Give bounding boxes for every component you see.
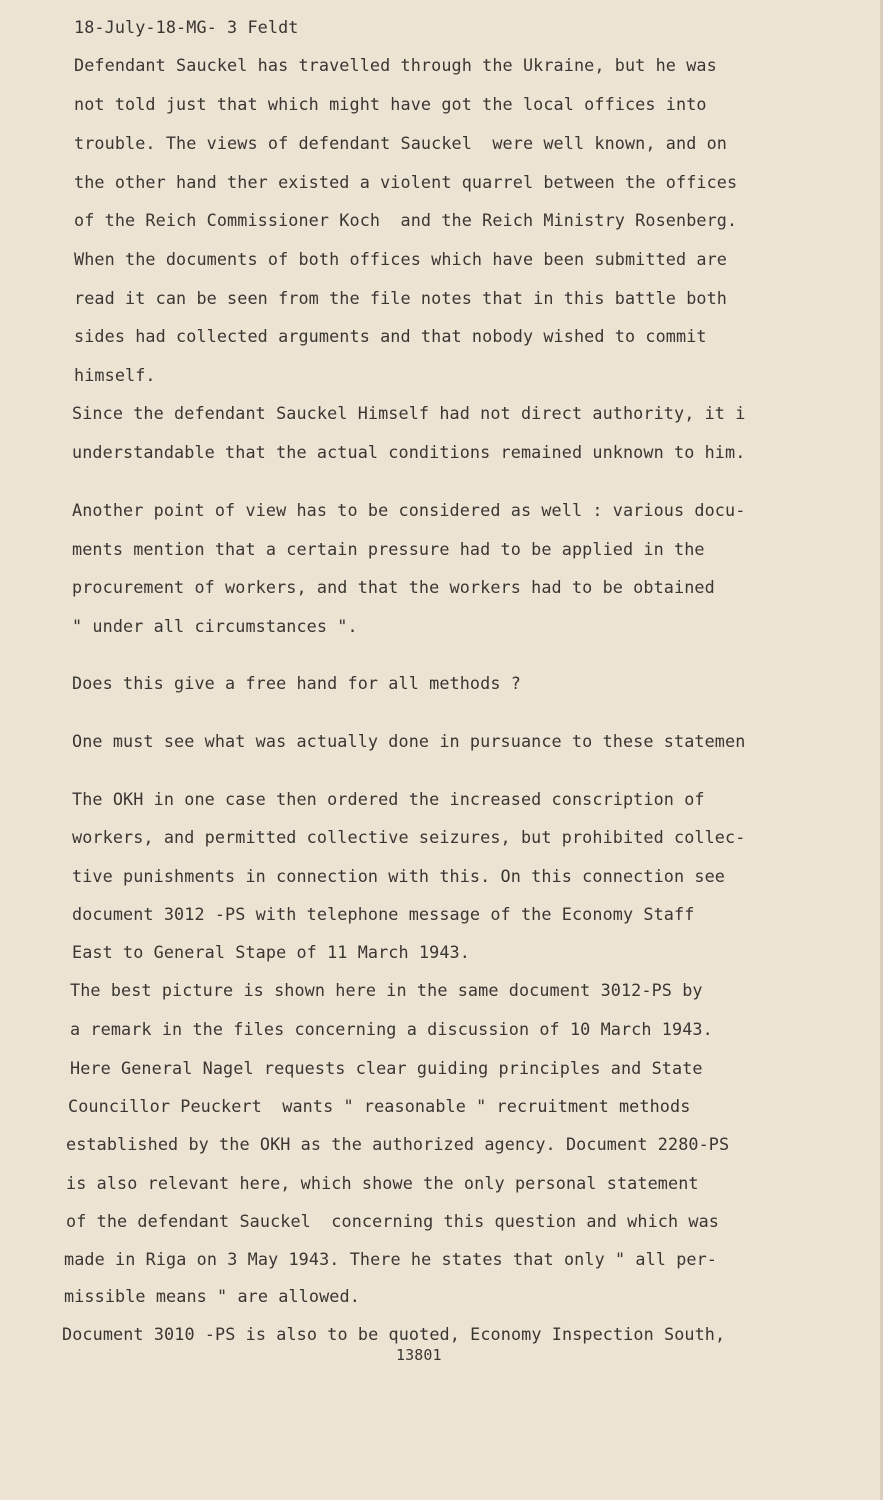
text-line: the other hand ther existed a violent quarrel between the offices bbox=[74, 172, 738, 192]
text-line: of the defendant Sauckel concerning this question and which was bbox=[66, 1211, 720, 1231]
text-line: a remark in the files concerning a discussion of 10 March 1943. bbox=[70, 1019, 713, 1039]
text-line: " under all circumstances ". bbox=[72, 616, 358, 636]
text-line: Defendant Sauckel has travelled through the Ukraine, but he was bbox=[74, 55, 717, 75]
text-line: read it can be seen from the file notes that in this battle both bbox=[74, 288, 728, 308]
text-line: The best picture is shown here in the same document 3012-PS by bbox=[70, 980, 703, 1000]
text-line: himself. bbox=[74, 365, 156, 385]
text-line: When the documents of both offices which have been submitted are bbox=[74, 249, 728, 269]
text-line: One must see what was actually done in pursuance to these statemen bbox=[72, 731, 746, 751]
text-line: Councillor Peuckert wants " reasonable " recruitment methods bbox=[68, 1096, 691, 1116]
text-line: trouble. The views of defendant Sauckel were well known, and on bbox=[74, 133, 728, 153]
text-line: understandable that the actual conditions remained unknown to him. bbox=[72, 442, 746, 462]
text-line: workers, and permitted collective seizures, but prohibited collec- bbox=[72, 827, 746, 847]
text-line: missible means " are allowed. bbox=[64, 1286, 360, 1306]
page-header: 18-July-18-MG- 3 Feldt bbox=[74, 17, 299, 37]
text-line: made in Riga on 3 May 1943. There he states that only " all per- bbox=[64, 1249, 718, 1269]
text-line: sides had collected arguments and that nobody wished to commit bbox=[74, 326, 707, 346]
text-line: document 3012 -PS with telephone message of the Economy Staff bbox=[72, 904, 695, 924]
page-number: 13801 bbox=[396, 1346, 442, 1364]
text-line: Another point of view has to be considered as well : various docu- bbox=[72, 500, 746, 520]
text-line: Document 3010 -PS is also to be quoted, Economy Inspection South, bbox=[62, 1324, 726, 1344]
text-line: tive punishments in connection with this. On this connection see bbox=[72, 866, 726, 886]
text-line: of the Reich Commissioner Koch and the Reich Ministry Rosenberg. bbox=[74, 210, 738, 230]
text-line: established by the OKH as the authorized agency. Document 2280-PS bbox=[66, 1134, 730, 1154]
text-line: Does this give a free hand for all methods ? bbox=[72, 673, 521, 693]
text-line: East to General Stape of 11 March 1943. bbox=[72, 942, 470, 962]
text-line: ments mention that a certain pressure had to be applied in the bbox=[72, 539, 705, 559]
text-line: The OKH in one case then ordered the increased conscription of bbox=[72, 789, 705, 809]
text-line: Here General Nagel requests clear guiding principles and State bbox=[70, 1058, 703, 1078]
text-line: procurement of workers, and that the workers had to be obtained bbox=[72, 577, 715, 597]
text-line: Since the defendant Sauckel Himself had not direct authority, it i bbox=[72, 403, 746, 423]
text-line: not told just that which might have got the local offices into bbox=[74, 94, 707, 114]
text-line: is also relevant here, which showe the only personal statement bbox=[66, 1173, 699, 1193]
